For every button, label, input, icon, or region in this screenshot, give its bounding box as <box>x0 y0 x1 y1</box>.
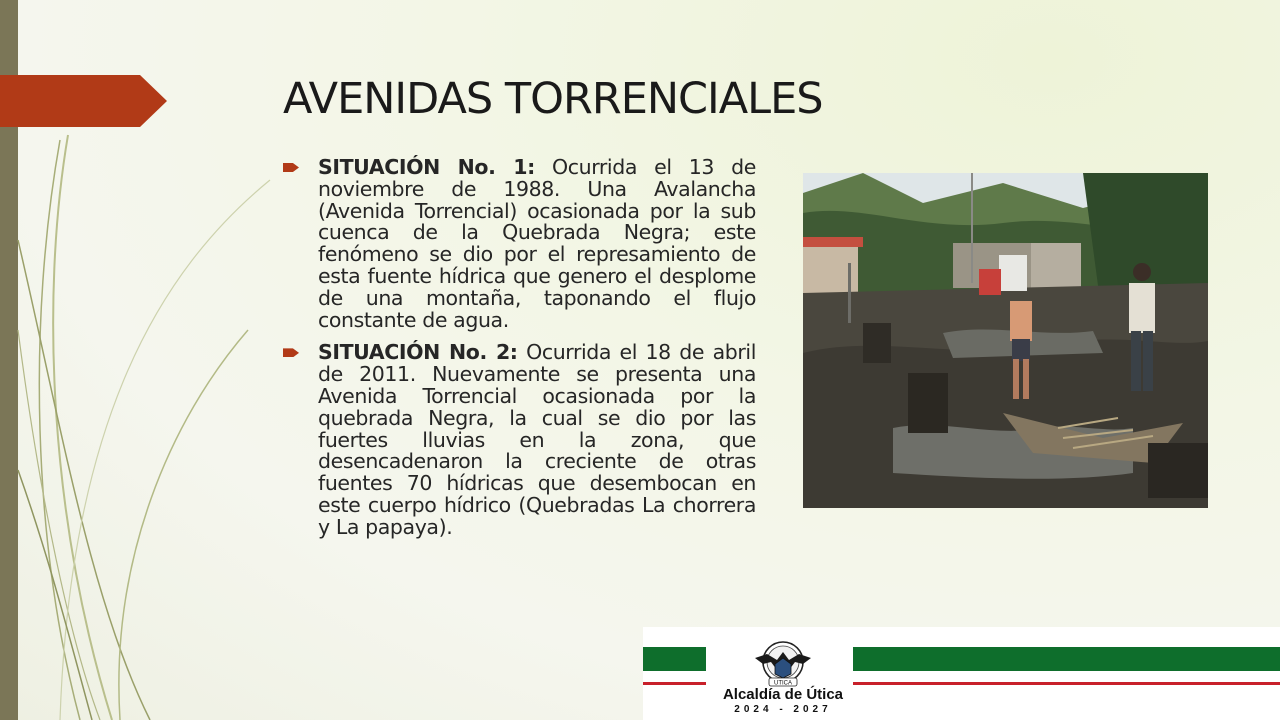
municipal-crest-icon <box>751 638 815 690</box>
crest-label: UTICA <box>774 680 792 687</box>
bullet-text: Ocurrida el 13 de noviembre de 1988. Una Avalancha (Avenida Torrencial) ocasionada por la sub cuenca de la Quebrada Negra; este fenómeno se dio por el represamiento de esta fuente hídrica que genero el desplome de una montaña, taponando el flujo constante de agua. <box>318 155 756 332</box>
bullet-item-situation-2 <box>283 342 756 538</box>
title-arrow-accent <box>0 75 167 127</box>
bullet-list <box>283 157 756 550</box>
flood-damage-photo <box>803 173 1208 508</box>
green-stripe-left <box>643 647 706 671</box>
footer-banner <box>643 627 1280 720</box>
slide-title: AVENIDAS TORRENCIALES <box>283 74 823 124</box>
bullet-label: SITUACIÓN No. 1: <box>318 155 535 179</box>
bullet-label: SITUACIÓN No. 2: <box>318 340 518 365</box>
arrow-bullet-icon <box>283 163 299 172</box>
bullet-text: Ocurrida el 18 de abril de 2011. Nuevamente se presenta una Avenida Torrencial ocasionada por la quebrada Negra, la cual se dio por las fuertes lluvias en la zona, que desencadenaron la creciente de otras fuentes 70 hídricas que desembocan en este cuerpo hídrico (Quebradas La chorrera y La papaya). <box>318 340 756 539</box>
red-stripe-right <box>853 682 1280 685</box>
green-stripe-right <box>853 647 1280 671</box>
red-stripe-left <box>643 682 706 685</box>
arrow-bullet-icon <box>283 348 299 357</box>
bullet-item-situation-1 <box>283 157 756 331</box>
organization-name: Alcaldía de Útica <box>722 686 844 703</box>
administration-years: 2024 - 2027 <box>734 704 832 715</box>
